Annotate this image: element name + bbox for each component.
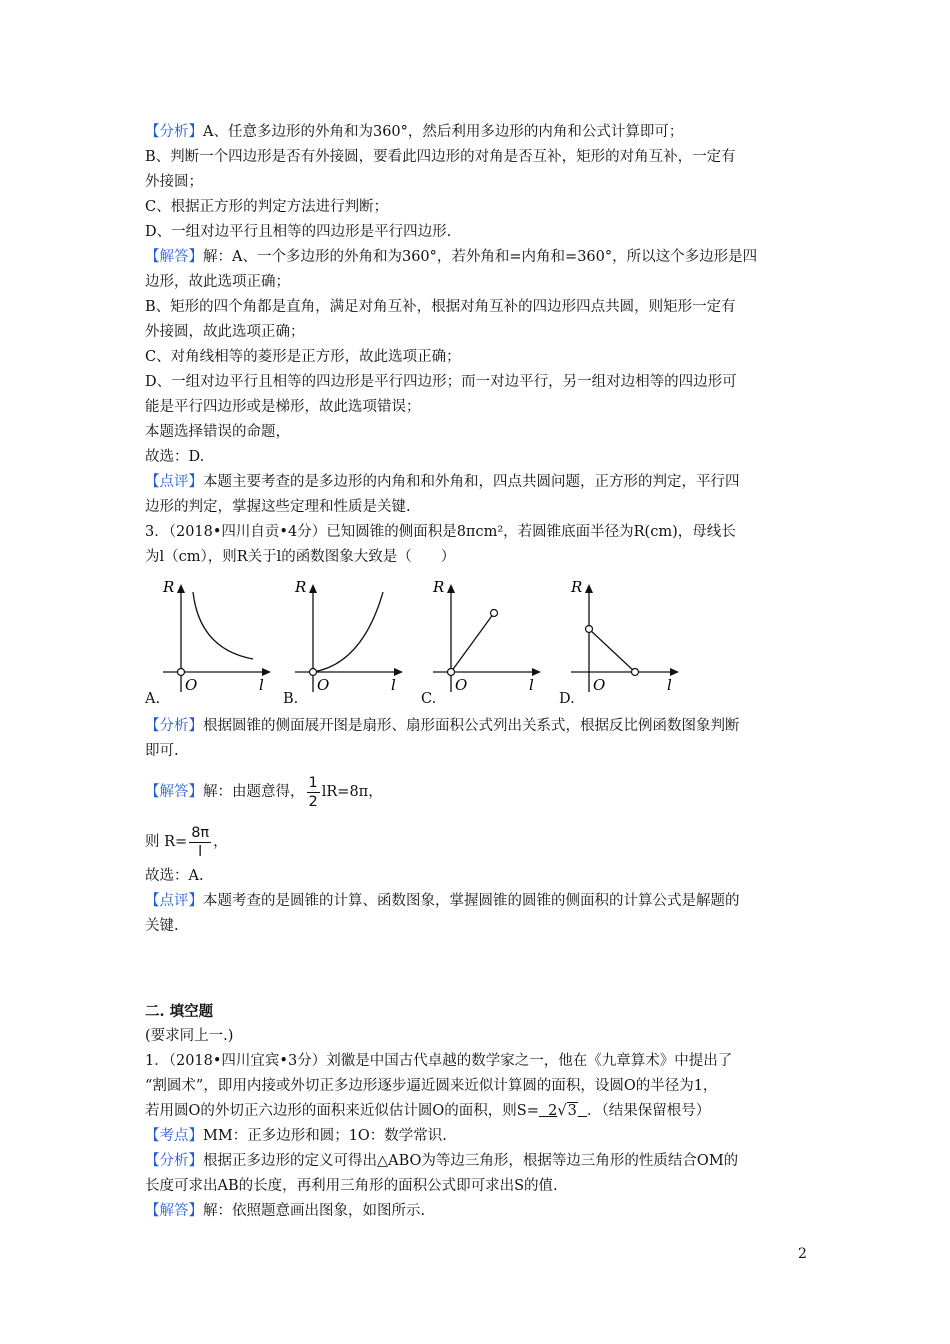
x-axis-arrow [262, 668, 271, 676]
y-axis-label: R [163, 578, 175, 596]
y-axis-arrow [585, 584, 593, 593]
comment-line: 【点评】本题考查的是圆锥的计算、函数图象，掌握圆锥的圆锥的侧面积的计算公式是解题的 [145, 893, 740, 909]
graph-d-svg [559, 572, 689, 714]
parabola-curve [313, 592, 383, 672]
choice-line: 故选：A. [145, 868, 204, 884]
page-number: 2 [798, 1246, 807, 1262]
question-line: 1．（2018•四川宜宾•3分）刘徽是中国古代卓越的数学家之一，他在《九章算术》中提出了 [145, 1053, 733, 1069]
answer-tag: 【解答】 [145, 1203, 203, 1219]
section-note: (要求同上一.) [145, 1028, 234, 1044]
origin-point [310, 669, 317, 676]
question-line: 3．（2018•四川自贡•4分）已知圆锥的侧面积是8πcm²，若圆锥底面半径为R(cm)，母线长 [145, 524, 736, 540]
sqrt-sign: √3 [557, 1103, 577, 1119]
analysis-tag: 【分析】 [145, 1153, 203, 1169]
answer-line: B、矩形的四个角都是直角，满足对角互补，根据对角互补的四边形四点共圆，则矩形一定有 [145, 299, 736, 315]
y-axis-label: R [295, 578, 307, 596]
graph-option-d [559, 572, 689, 714]
option-label: C. [421, 691, 437, 707]
y-intercept-point [586, 626, 593, 633]
analysis-line: 【分析】A、任意多边形的外角和为360°，然后利用多边形的内角和公式计算即可； [145, 124, 684, 140]
analysis-line: 长度可求出AB的长度，再利用三角形的面积公式即可求出S的值. [145, 1178, 558, 1194]
answer-line: 【解答】 解：由题意得， $\frac{1}{2}$ lR=8π， [145, 774, 383, 810]
option-graphs [145, 572, 810, 714]
analysis-line: 【分析】根据正多边形的定义可得出△ABO为等边三角形，根据等边三角形的性质结合OM的 [145, 1153, 739, 1169]
answer-tag: 【解答】 [145, 783, 203, 800]
answer-line: 能是平行四边形或是梯形，故此选项错误； [145, 399, 421, 415]
origin-label: O [317, 676, 330, 694]
x-axis-label: l [529, 676, 534, 694]
answer-line: 外接圆，故此选项正确； [145, 324, 305, 340]
endpoint [491, 610, 498, 617]
page-content [145, 120, 810, 1224]
fraction-result: $\frac{8\pi}{l}$ [191, 824, 210, 860]
question-line: 为l（cm），则R关于l的函数图象大致是（ ） [145, 549, 456, 565]
option-label: D. [559, 691, 575, 707]
analysis-tag: 【分析】 [145, 718, 203, 734]
x-axis-arrow [532, 668, 541, 676]
line-segment [451, 613, 494, 672]
x-axis-label: l [391, 676, 396, 694]
comment-line: 【点评】本题主要考查的是多边形的内角和和外角和，四点共圆问题，正方形的判定，平行四 [145, 474, 740, 490]
graph-option-c [421, 572, 551, 714]
result-line: 则 R= $\frac{8\pi}{l}$ ， [145, 824, 228, 860]
y-axis-label: R [433, 578, 445, 596]
option-label: B. [283, 691, 299, 707]
line-segment [589, 629, 635, 672]
comment-line: 边形的判定，掌握这些定理和性质是关键. [145, 499, 411, 515]
y-axis-arrow [447, 584, 455, 593]
answer-line: 故选：D. [145, 449, 205, 465]
analysis-tag: 【分析】 [145, 124, 203, 140]
answer-line: D、一组对边平行且相等的四边形是平行四边形；而一对边平行，另一组对边相等的四边形可 [145, 374, 737, 390]
keypoint-line: 【考点】MM：正多边形和圆；1O：数学常识. [145, 1128, 447, 1144]
graph-c-svg [421, 572, 551, 714]
origin-label: O [593, 676, 606, 694]
origin-label: O [185, 676, 198, 694]
answer-line: C、对角线相等的菱形是正方形，故此选项正确； [145, 349, 461, 365]
graph-option-b [283, 572, 413, 714]
keypoint-tag: 【考点】 [145, 1128, 203, 1144]
answer-line: 【解答】解：依照题意画出图象，如图所示. [145, 1203, 426, 1219]
answer-line: 本题选择错误的命题， [145, 424, 290, 440]
question-line: 若用圆O的外切正六边形的面积来近似估计圆O的面积，则S= 2√3 ．（结果保留根号） [145, 1099, 810, 1124]
section-title: 二. 填空题 [145, 1003, 214, 1020]
analysis-line: B、判断一个四边形是否有外接圆，要看此四边形的对角是否互补，矩形的对角互补，一定有 [145, 149, 736, 165]
analysis-line: 外接圆； [145, 174, 203, 190]
fraction-half: $\frac{1}{2}$ [308, 774, 318, 810]
answer-tag: 【解答】 [145, 249, 203, 265]
x-axis-label: l [259, 676, 264, 694]
analysis-line: 【分析】根据圆锥的侧面展开图是扇形、扇形面积公式列出关系式，根据反比例函数图象判断 [145, 718, 740, 734]
x-axis-label: l [667, 676, 672, 694]
analysis-line: D、一组对边平行且相等的四边形是平行四边形. [145, 224, 452, 240]
x-intercept-point [632, 669, 639, 676]
origin-point [448, 669, 455, 676]
y-axis-arrow [177, 584, 185, 593]
y-axis-arrow [309, 584, 317, 593]
analysis-line: 即可. [145, 743, 179, 759]
graph-a-svg [145, 572, 275, 714]
answer-blank: 2√3 [539, 1103, 587, 1119]
x-axis-arrow [670, 668, 679, 676]
analysis-line: C、根据正方形的判定方法进行判断； [145, 199, 389, 215]
answer-line: 边形，故此选项正确； [145, 274, 290, 290]
graph-option-a [145, 572, 275, 714]
origin-point [178, 669, 185, 676]
comment-tag: 【点评】 [145, 893, 203, 909]
y-axis-label: R [571, 578, 583, 596]
x-axis-arrow [394, 668, 403, 676]
comment-tag: 【点评】 [145, 474, 203, 490]
question-line: “割圆术”，即用内接或外切正多边形逐步逼近圆来近似计算圆的面积，设圆O的半径为1， [145, 1078, 718, 1094]
graph-b-svg [283, 572, 413, 714]
comment-line: 关键. [145, 918, 179, 934]
hyperbola-curve [193, 592, 253, 659]
origin-label: O [455, 676, 468, 694]
answer-line: 【解答】解：A、一个多边形的外角和为360°，若外角和=内角和=360°，所以这个多边形是四 [145, 249, 758, 265]
option-label: A. [145, 691, 161, 707]
